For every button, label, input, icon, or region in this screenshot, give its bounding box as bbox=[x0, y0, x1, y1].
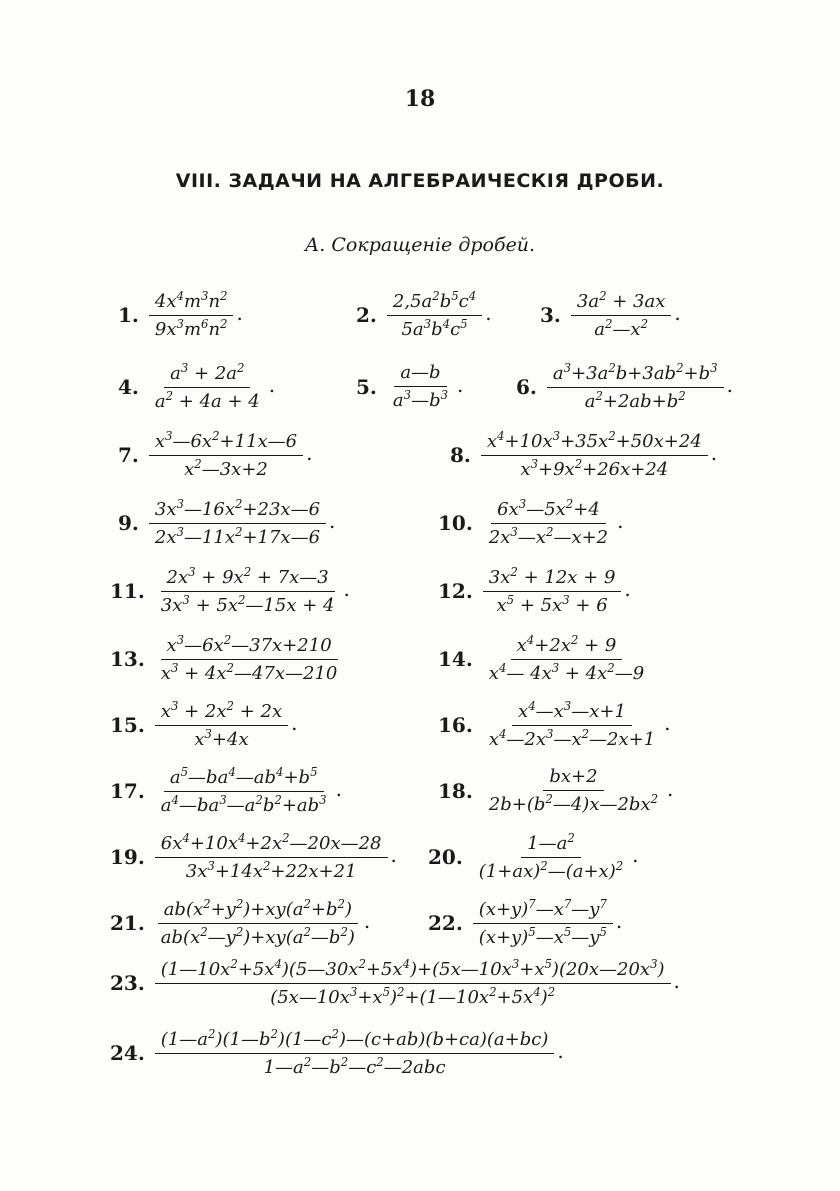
fraction bbox=[483, 634, 650, 684]
problem-10 bbox=[438, 488, 623, 558]
problem-number: 5. bbox=[356, 375, 377, 399]
fraction bbox=[473, 832, 629, 882]
problem-15 bbox=[110, 690, 297, 760]
problem-number: 16. bbox=[438, 713, 473, 737]
period: . bbox=[632, 843, 639, 867]
denominator: $2b+(b^2—4)x—2bx^2$ bbox=[488, 791, 659, 815]
numerator: $a^3 + 2a^2$ bbox=[164, 362, 250, 388]
fraction bbox=[155, 566, 341, 616]
problem-1 bbox=[118, 280, 243, 350]
denominator: $2x^3—x^2—x+2$ bbox=[488, 524, 609, 548]
period: . bbox=[363, 909, 371, 933]
chapter-title: VIII. ЗАДАЧИ НА АЛГЕБРАИЧЕСКІЯ ДРОБИ. bbox=[175, 170, 665, 192]
problem-number: 14. bbox=[438, 647, 473, 671]
problem-number: 15. bbox=[110, 713, 145, 737]
problem-number: 19. bbox=[110, 845, 145, 869]
fraction bbox=[547, 362, 724, 412]
period: . bbox=[710, 441, 718, 465]
denominator: $(x+y)^5—x^5—y^5$ bbox=[478, 924, 607, 948]
denominator: $x^3+4x$ bbox=[194, 726, 249, 750]
problem-20 bbox=[428, 822, 639, 892]
problem-number: 23. bbox=[110, 971, 145, 995]
fraction bbox=[155, 832, 388, 882]
problem-number: 2. bbox=[356, 303, 377, 327]
fraction bbox=[387, 290, 482, 340]
denominator: $5a^3b^4c^5$ bbox=[401, 316, 468, 340]
denominator: $a^2—x^2$ bbox=[594, 316, 649, 340]
period: . bbox=[291, 711, 298, 735]
numerator: $(1—10x^2+5x^4)(5—30x^2+5x^4)+(5x—10x^3+x^5)(20x—20x^3)$ bbox=[155, 958, 671, 984]
period: . bbox=[664, 711, 671, 735]
page-number: 18 bbox=[404, 86, 436, 112]
fraction bbox=[155, 898, 361, 948]
numerator: $ab(x^2+y^2)+xy(a^2+b^2)$ bbox=[158, 898, 358, 924]
period: . bbox=[268, 373, 276, 397]
problem-number: 1. bbox=[118, 303, 139, 327]
denominator: $a^2+2ab+b^2$ bbox=[584, 388, 686, 412]
numerator: $1—a^2$ bbox=[521, 832, 581, 858]
fraction bbox=[155, 1028, 555, 1078]
fraction bbox=[483, 767, 664, 815]
numerator: $2,5a^2b^5c^4$ bbox=[387, 290, 482, 316]
problem-number: 13. bbox=[110, 647, 145, 671]
problem-4 bbox=[118, 352, 275, 422]
problem-23 bbox=[110, 948, 680, 1018]
fraction bbox=[155, 700, 288, 750]
numerator: $4x^4m^3n^2$ bbox=[149, 290, 234, 316]
denominator: $x^5 + 5x^3 + 6$ bbox=[496, 592, 608, 616]
fraction bbox=[481, 430, 708, 480]
numerator: $a^5—ba^4—ab^4+b^5$ bbox=[164, 766, 324, 792]
problem-16 bbox=[438, 690, 671, 760]
problem-3 bbox=[540, 280, 681, 350]
fraction bbox=[483, 566, 622, 616]
denominator: $3x^3+14x^2+22x+21$ bbox=[185, 858, 357, 882]
denominator: $x^4—2x^3—x^2—2x+1$ bbox=[488, 726, 656, 750]
problem-6 bbox=[516, 352, 733, 422]
period: . bbox=[667, 777, 674, 801]
numerator: $6x^4+10x^4+2x^2—20x—28$ bbox=[155, 832, 388, 858]
problem-number: 7. bbox=[118, 443, 139, 467]
fraction bbox=[149, 430, 303, 480]
problem-number: 10. bbox=[438, 511, 473, 535]
period: . bbox=[457, 373, 464, 397]
numerator: $a^3+3a^2b+3ab^2+b^3$ bbox=[547, 362, 724, 388]
problem-11 bbox=[110, 556, 350, 626]
numerator: $(x+y)^7—x^7—y^7$ bbox=[473, 898, 613, 924]
numerator: $x^3—6x^2—37x+210$ bbox=[161, 634, 338, 660]
numerator: $x^3 + 2x^2 + 2x$ bbox=[155, 700, 288, 726]
numerator: $3x^2 + 12x + 9$ bbox=[483, 566, 622, 592]
problem-7 bbox=[118, 420, 312, 490]
period: . bbox=[624, 577, 631, 601]
problem-18 bbox=[438, 756, 673, 826]
numerator: $6x^3—5x^2+4$ bbox=[491, 498, 606, 524]
problem-17 bbox=[110, 756, 342, 826]
period: . bbox=[557, 1039, 564, 1063]
denominator: $3x^3$ + $5x^2—15x + 4$ bbox=[160, 592, 335, 616]
numerator: $x^3—6x^2+11x—6$ bbox=[149, 430, 303, 456]
fraction bbox=[149, 362, 266, 412]
numerator: $x^4+10x^3+35x^2+50x+24$ bbox=[481, 430, 708, 456]
denominator: $9x^3m^6n^2$ bbox=[154, 316, 228, 340]
fraction bbox=[387, 363, 454, 411]
problem-13 bbox=[110, 624, 343, 694]
numerator: $3a^2 + 3ax$ bbox=[571, 290, 672, 316]
problem-number: 20. bbox=[428, 845, 463, 869]
fraction bbox=[155, 634, 344, 684]
numerator: a—b bbox=[394, 363, 446, 387]
denominator: $a^4—ba^3—a^2b^2+ab^3$ bbox=[160, 792, 327, 816]
numerator: $x^4+2x^2 + 9$ bbox=[511, 634, 623, 660]
period: . bbox=[673, 969, 680, 993]
fraction bbox=[149, 498, 326, 548]
problem-number: 17. bbox=[110, 779, 145, 803]
denominator: $x^2—3x+2$ bbox=[184, 456, 268, 480]
problem-5 bbox=[356, 352, 463, 422]
problem-number: 21. bbox=[110, 911, 145, 935]
problem-2 bbox=[356, 280, 492, 350]
problem-number: 12. bbox=[438, 579, 473, 603]
problem-number: 24. bbox=[110, 1041, 145, 1065]
period: . bbox=[306, 441, 313, 465]
numerator: $x^4—x^3—x+1$ bbox=[512, 700, 632, 726]
fraction bbox=[155, 766, 333, 816]
period: . bbox=[615, 909, 623, 933]
denominator: $(5x—10x^3+x^5)^2+(1—10x^2+5x^4)^2$ bbox=[270, 984, 556, 1008]
problem-number: 11. bbox=[110, 579, 145, 603]
denominator: $ab(x^2—y^2)+xy(a^2—b^2)$ bbox=[160, 924, 355, 948]
numerator: bx+2 bbox=[543, 767, 603, 791]
problem-19 bbox=[110, 822, 397, 892]
period: . bbox=[617, 509, 624, 533]
period: . bbox=[329, 509, 336, 533]
denominator: $x^4—$ $4x^3$ + $4x^2—9$ bbox=[488, 660, 645, 684]
period: . bbox=[485, 301, 492, 325]
problem-number: 8. bbox=[450, 443, 471, 467]
problem-8 bbox=[450, 420, 717, 490]
problem-number: 3. bbox=[540, 303, 561, 327]
denominator: $a^3—b^3$ bbox=[392, 387, 449, 411]
period: . bbox=[236, 301, 243, 325]
fraction bbox=[483, 498, 614, 548]
fraction bbox=[571, 290, 672, 340]
fraction bbox=[483, 700, 661, 750]
period: . bbox=[674, 301, 681, 325]
numerator: $3x^3—16x^2+23x—6$ bbox=[149, 498, 326, 524]
denominator: $x^3$ + $4x^2—47x—210$ bbox=[160, 660, 338, 684]
period: . bbox=[726, 373, 733, 397]
problem-number: 6. bbox=[516, 375, 537, 399]
denominator: $(1+ax)^2—(a+x)^2$ bbox=[478, 858, 624, 882]
problem-14 bbox=[438, 624, 650, 694]
denominator: $a^2 + 4a + 4$ bbox=[154, 388, 260, 412]
problem-number: 22. bbox=[428, 911, 463, 935]
problem-9 bbox=[118, 488, 335, 558]
period: . bbox=[343, 577, 350, 601]
fraction bbox=[473, 898, 613, 948]
problem-number: 9. bbox=[118, 511, 139, 535]
denominator: $1—a^2—b^2—c^2—2abc$ bbox=[263, 1054, 446, 1078]
period: . bbox=[390, 843, 397, 867]
denominator: $x^3+9x^2+26x+24$ bbox=[520, 456, 669, 480]
problem-24 bbox=[110, 1018, 564, 1088]
numerator: $(1—a^2)(1—b^2)(1—c^2)—(c+ab)(b+ca)(a+bc)$ bbox=[155, 1028, 555, 1054]
denominator: $2x^3—11x^2+17x—6$ bbox=[154, 524, 321, 548]
numerator: $2x^3 + 9x^2$ + 7x—3 bbox=[161, 566, 335, 592]
problem-12 bbox=[438, 556, 631, 626]
problem-number: 18. bbox=[438, 779, 473, 803]
fraction bbox=[155, 958, 671, 1008]
fraction bbox=[149, 290, 234, 340]
period: . bbox=[335, 777, 342, 801]
problem-number: 4. bbox=[118, 375, 139, 399]
section-title: А. Сокращеніе дробей. bbox=[304, 234, 536, 256]
